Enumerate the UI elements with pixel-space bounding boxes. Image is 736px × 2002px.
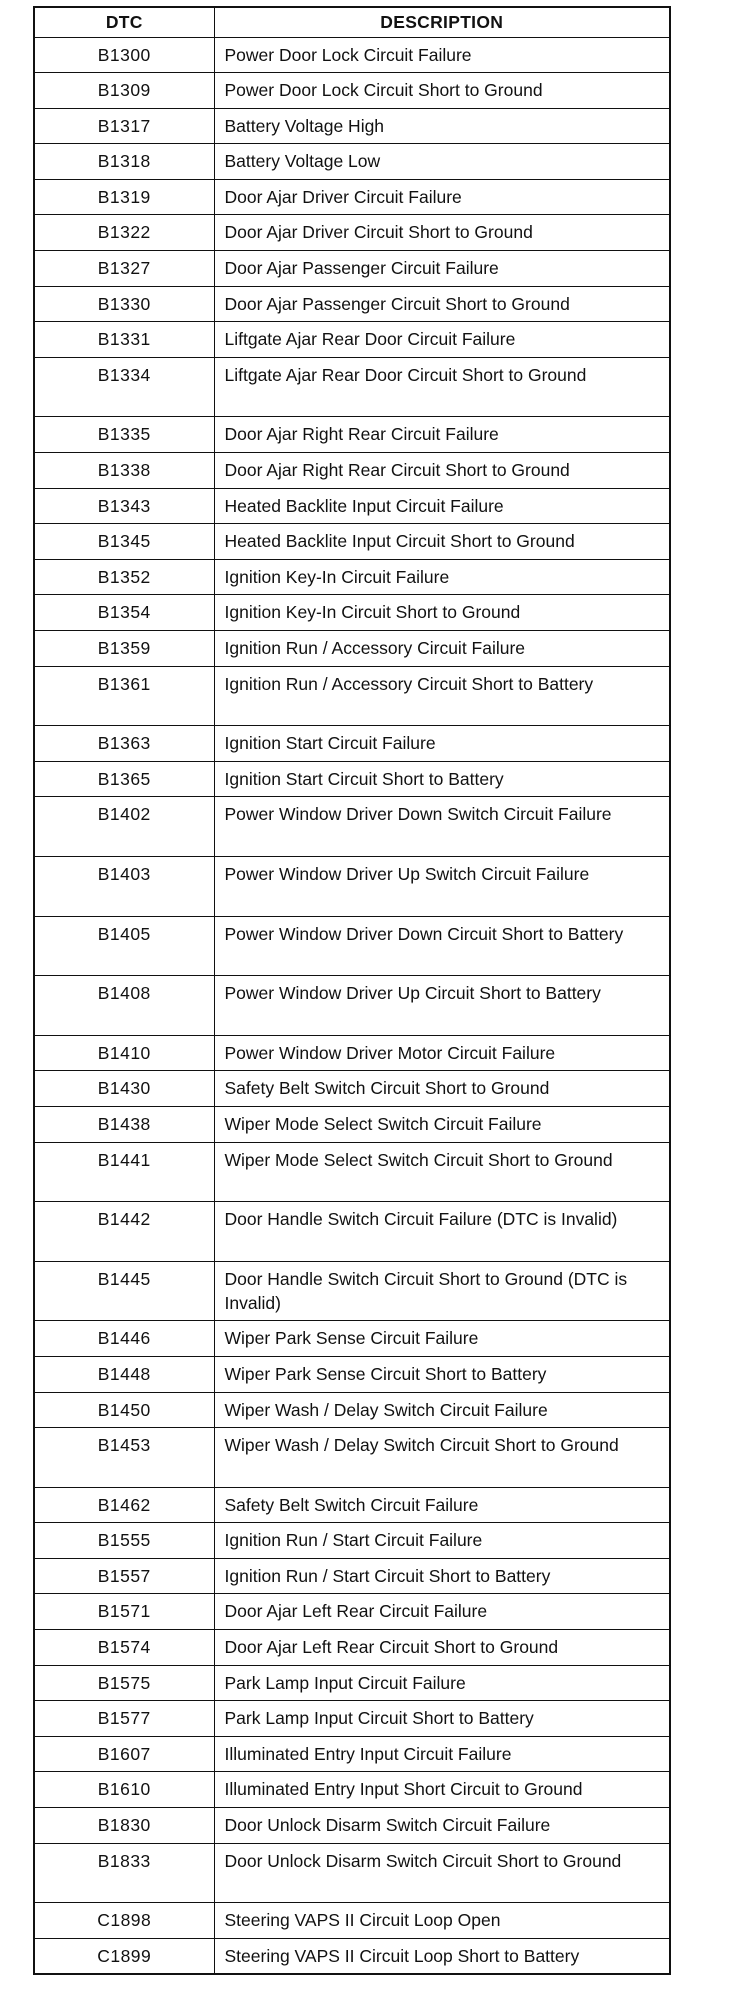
dtc-code-cell: B1574	[34, 1630, 214, 1666]
dtc-description-cell: Power Window Driver Down Circuit Short to Battery	[214, 916, 670, 976]
dtc-description-cell: Ignition Run / Accessory Circuit Failure	[214, 631, 670, 667]
dtc-code-cell: B1571	[34, 1594, 214, 1630]
dtc-code-cell: B1327	[34, 251, 214, 287]
table-row	[34, 1202, 670, 1262]
dtc-code-cell: B1445	[34, 1261, 214, 1321]
dtc-code-cell: B1450	[34, 1392, 214, 1428]
dtc-description-cell: Heated Backlite Input Circuit Short to Ground	[214, 524, 670, 560]
dtc-code-cell: B1331	[34, 322, 214, 358]
dtc-code-cell: B1405	[34, 916, 214, 976]
table-row	[34, 1523, 670, 1559]
dtc-code-cell: B1830	[34, 1808, 214, 1844]
table-row	[34, 1428, 670, 1488]
dtc-description-cell: Door Ajar Driver Circuit Failure	[214, 179, 670, 215]
dtc-description-cell: Door Ajar Left Rear Circuit Short to Ground	[214, 1630, 670, 1666]
dtc-code-cell: B1610	[34, 1772, 214, 1808]
dtc-code-cell: B1365	[34, 761, 214, 797]
dtc-description-cell: Ignition Start Circuit Failure	[214, 726, 670, 762]
dtc-code-cell: B1359	[34, 631, 214, 667]
table-row	[34, 453, 670, 489]
dtc-description-cell: Wiper Park Sense Circuit Short to Battery	[214, 1356, 670, 1392]
dtc-description-cell: Ignition Run / Start Circuit Failure	[214, 1523, 670, 1559]
table-row	[34, 1321, 670, 1357]
dtc-description-cell: Door Ajar Left Rear Circuit Failure	[214, 1594, 670, 1630]
table-row	[34, 1903, 670, 1939]
table-row	[34, 322, 670, 358]
dtc-description-cell: Power Window Driver Down Switch Circuit Failure	[214, 797, 670, 857]
dtc-code-cell: B1557	[34, 1558, 214, 1594]
dtc-code-cell: B1363	[34, 726, 214, 762]
table-row	[34, 251, 670, 287]
dtc-description-cell: Battery Voltage High	[214, 108, 670, 144]
column-header-dtc: DTC	[34, 7, 214, 37]
dtc-code-cell: B1322	[34, 215, 214, 251]
dtc-description-cell: Wiper Park Sense Circuit Failure	[214, 1321, 670, 1357]
dtc-code-cell: B1442	[34, 1202, 214, 1262]
dtc-description-cell: Ignition Key-In Circuit Failure	[214, 559, 670, 595]
table-row	[34, 856, 670, 916]
table-row	[34, 1772, 670, 1808]
dtc-description-cell: Ignition Run / Start Circuit Short to Battery	[214, 1558, 670, 1594]
table-row	[34, 1736, 670, 1772]
table-row	[34, 1665, 670, 1701]
table-row	[34, 797, 670, 857]
dtc-description-cell: Wiper Mode Select Switch Circuit Failure	[214, 1106, 670, 1142]
dtc-code-cell: B1453	[34, 1428, 214, 1488]
table-row	[34, 1938, 670, 1974]
dtc-code-cell: B1403	[34, 856, 214, 916]
dtc-code-cell: B1408	[34, 976, 214, 1036]
table-row	[34, 73, 670, 109]
dtc-description-cell: Door Ajar Right Rear Circuit Failure	[214, 417, 670, 453]
table-row	[34, 726, 670, 762]
dtc-description-cell: Door Ajar Passenger Circuit Failure	[214, 251, 670, 287]
table-row	[34, 144, 670, 180]
dtc-description-cell: Power Window Driver Up Circuit Short to Battery	[214, 976, 670, 1036]
table-row	[34, 761, 670, 797]
table-row	[34, 417, 670, 453]
dtc-code-cell: B1352	[34, 559, 214, 595]
table-row	[34, 179, 670, 215]
dtc-description-cell: Door Handle Switch Circuit Short to Ground (DTC is Invalid)	[214, 1261, 670, 1321]
dtc-code-cell: B1354	[34, 595, 214, 631]
table-row	[34, 1261, 670, 1321]
dtc-code-cell: B1343	[34, 488, 214, 524]
dtc-description-cell: Liftgate Ajar Rear Door Circuit Short to Ground	[214, 357, 670, 417]
dtc-description-cell: Door Ajar Right Rear Circuit Short to Ground	[214, 453, 670, 489]
dtc-description-cell: Heated Backlite Input Circuit Failure	[214, 488, 670, 524]
dtc-description-cell: Door Unlock Disarm Switch Circuit Short to Ground	[214, 1843, 670, 1903]
table-row	[34, 1630, 670, 1666]
table-header-row	[34, 7, 670, 37]
table-row	[34, 559, 670, 595]
dtc-description-cell: Ignition Run / Accessory Circuit Short to Battery	[214, 666, 670, 726]
dtc-description-cell: Illuminated Entry Input Circuit Failure	[214, 1736, 670, 1772]
dtc-code-cell: B1607	[34, 1736, 214, 1772]
dtc-description-cell: Power Door Lock Circuit Short to Ground	[214, 73, 670, 109]
table-body	[34, 37, 670, 1974]
table-row	[34, 1558, 670, 1594]
dtc-description-cell: Illuminated Entry Input Short Circuit to Ground	[214, 1772, 670, 1808]
dtc-description-cell: Ignition Start Circuit Short to Battery	[214, 761, 670, 797]
table-row	[34, 524, 670, 560]
table-row	[34, 357, 670, 417]
dtc-code-cell: B1446	[34, 1321, 214, 1357]
dtc-code-cell: B1317	[34, 108, 214, 144]
dtc-code-cell: C1899	[34, 1938, 214, 1974]
dtc-description-cell: Safety Belt Switch Circuit Short to Ground	[214, 1071, 670, 1107]
table-row	[34, 1808, 670, 1844]
table-row	[34, 666, 670, 726]
table-row	[34, 1594, 670, 1630]
dtc-code-cell: B1575	[34, 1665, 214, 1701]
dtc-description-cell: Wiper Wash / Delay Switch Circuit Failure	[214, 1392, 670, 1428]
table-row	[34, 1071, 670, 1107]
table-row	[34, 37, 670, 73]
table-row	[34, 108, 670, 144]
dtc-description-cell: Park Lamp Input Circuit Short to Battery	[214, 1701, 670, 1737]
table-row	[34, 1701, 670, 1737]
dtc-description-cell: Park Lamp Input Circuit Failure	[214, 1665, 670, 1701]
table-row	[34, 1392, 670, 1428]
dtc-code-cell: B1300	[34, 37, 214, 73]
dtc-code-cell: B1555	[34, 1523, 214, 1559]
table-row	[34, 976, 670, 1036]
table-row	[34, 1142, 670, 1202]
dtc-description-cell: Steering VAPS II Circuit Loop Open	[214, 1903, 670, 1939]
dtc-code-cell: B1438	[34, 1106, 214, 1142]
dtc-code-cell: B1309	[34, 73, 214, 109]
table-row	[34, 1356, 670, 1392]
table-row	[34, 631, 670, 667]
table-row	[34, 595, 670, 631]
dtc-code-cell: B1577	[34, 1701, 214, 1737]
dtc-code-cell: B1448	[34, 1356, 214, 1392]
dtc-code-cell: B1335	[34, 417, 214, 453]
dtc-description-cell: Battery Voltage Low	[214, 144, 670, 180]
dtc-code-cell: B1330	[34, 286, 214, 322]
dtc-description-cell: Door Handle Switch Circuit Failure (DTC is Invalid)	[214, 1202, 670, 1262]
dtc-description-cell: Wiper Mode Select Switch Circuit Short to Ground	[214, 1142, 670, 1202]
dtc-description-cell: Wiper Wash / Delay Switch Circuit Short to Ground	[214, 1428, 670, 1488]
dtc-code-cell: B1361	[34, 666, 214, 726]
dtc-code-cell: B1430	[34, 1071, 214, 1107]
dtc-description-cell: Door Ajar Driver Circuit Short to Ground	[214, 215, 670, 251]
dtc-description-cell: Steering VAPS II Circuit Loop Short to Battery	[214, 1938, 670, 1974]
dtc-code-cell: B1345	[34, 524, 214, 560]
table-row	[34, 916, 670, 976]
table-row	[34, 1487, 670, 1523]
dtc-code-cell: C1898	[34, 1903, 214, 1939]
dtc-code-cell: B1441	[34, 1142, 214, 1202]
table-row	[34, 1106, 670, 1142]
dtc-code-cell: B1410	[34, 1035, 214, 1071]
dtc-code-cell: B1402	[34, 797, 214, 857]
dtc-description-cell: Power Window Driver Motor Circuit Failure	[214, 1035, 670, 1071]
dtc-code-cell: B1319	[34, 179, 214, 215]
dtc-code-cell: B1318	[34, 144, 214, 180]
dtc-description-cell: Door Ajar Passenger Circuit Short to Ground	[214, 286, 670, 322]
dtc-description-cell: Ignition Key-In Circuit Short to Ground	[214, 595, 670, 631]
dtc-description-cell: Power Door Lock Circuit Failure	[214, 37, 670, 73]
dtc-code-cell: B1833	[34, 1843, 214, 1903]
table-row	[34, 1035, 670, 1071]
table-row	[34, 215, 670, 251]
table-row	[34, 488, 670, 524]
dtc-description-cell: Power Window Driver Up Switch Circuit Failure	[214, 856, 670, 916]
column-header-description: DESCRIPTION	[214, 7, 670, 37]
dtc-code-cell: B1338	[34, 453, 214, 489]
dtc-description-cell: Safety Belt Switch Circuit Failure	[214, 1487, 670, 1523]
table-row	[34, 286, 670, 322]
dtc-code-cell: B1334	[34, 357, 214, 417]
dtc-description-cell: Liftgate Ajar Rear Door Circuit Failure	[214, 322, 670, 358]
table-row	[34, 1843, 670, 1903]
dtc-table	[33, 6, 671, 1975]
dtc-description-cell: Door Unlock Disarm Switch Circuit Failure	[214, 1808, 670, 1844]
dtc-code-cell: B1462	[34, 1487, 214, 1523]
